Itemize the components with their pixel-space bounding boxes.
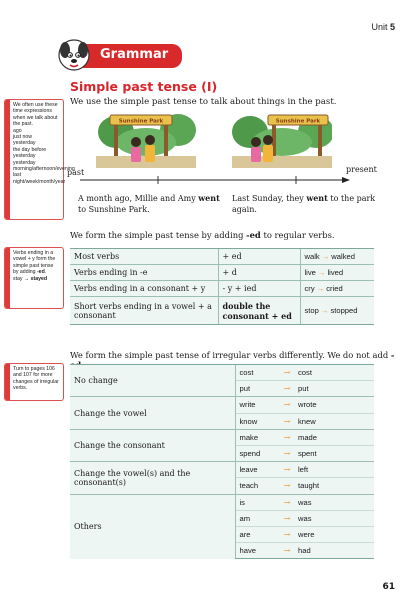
arrow-icon: → xyxy=(280,478,294,494)
change-cell: + d xyxy=(218,265,300,281)
past-verb: was xyxy=(294,510,374,526)
base-verb: have xyxy=(235,543,280,559)
table-row xyxy=(70,494,374,510)
rule-cell: Verbs ending in -e xyxy=(70,265,218,281)
past-verb: were xyxy=(294,526,374,542)
table-row xyxy=(70,265,374,281)
base-verb: is xyxy=(235,494,280,510)
regular-verbs-sentence: We form the simple past tense by adding -ed to regular verbs. xyxy=(70,230,335,240)
sidenote-time-expressions xyxy=(4,99,75,220)
table-row xyxy=(70,429,374,445)
timeline-present-label: present xyxy=(346,165,377,174)
arrow-icon: → xyxy=(317,268,326,277)
group-label: Change the consonant xyxy=(70,429,235,461)
rule-cell: Most verbs xyxy=(70,249,218,265)
sidenote-suffix: -ed xyxy=(36,269,45,276)
arrow-icon: → xyxy=(280,526,294,542)
time-expression: just now xyxy=(13,134,33,141)
group-label: Others xyxy=(70,494,235,559)
section-title: Simple past tense (I) xyxy=(70,79,218,94)
banner-title: Grammar xyxy=(100,47,169,62)
unit-number: 5 xyxy=(389,22,395,32)
example-verb: went xyxy=(198,193,220,203)
example-sentence-1: A month ago, Millie and Amy went to Sunshine Park. xyxy=(78,193,220,214)
illustration-park-visit-2 xyxy=(232,112,332,168)
base-verb: am xyxy=(235,510,280,526)
unit-label xyxy=(371,22,395,32)
sidenote-intro: We often use these time expressions when we talk about the past. xyxy=(13,102,58,128)
past-verb: taught xyxy=(294,478,374,494)
irregular-verbs-sentence: We form the simple past tense of irregular verbs differently. We do not add - xyxy=(70,350,395,360)
past-verb: made xyxy=(294,429,374,445)
arrow-icon: → xyxy=(280,429,294,445)
rule-cell: Short verbs ending in a vowel + a consonant xyxy=(70,297,218,325)
sidenote-text: Verbs ending in a vowel + y form the simple past tense by adding xyxy=(13,250,56,276)
table-row xyxy=(70,281,374,297)
past-verb: was xyxy=(294,494,374,510)
example-cell: walk → walked xyxy=(300,249,374,265)
arrow-icon: → xyxy=(280,445,294,461)
sidenote-text: Turn to pages 106 and 107 for more changes of irregular verbs. xyxy=(13,366,59,392)
unit-text: Unit xyxy=(371,22,388,32)
base-verb: put xyxy=(235,381,280,397)
rule-cell: Verbs ending in a consonant + y xyxy=(70,281,218,297)
time-expression: last night/week/month/year xyxy=(13,172,66,185)
base-verb: know xyxy=(235,413,280,429)
change-cell: double the consonant + ed xyxy=(218,297,300,325)
base-verb: teach xyxy=(235,478,280,494)
arrow-icon: → xyxy=(280,413,294,429)
arrow-icon: → xyxy=(320,306,329,315)
illustration-park-visit-1 xyxy=(96,112,196,168)
table-row xyxy=(70,249,374,265)
change-cell: + ed xyxy=(218,249,300,265)
regular-verbs-table xyxy=(70,248,374,325)
group-label: Change the vowel(s) and the consonant(s) xyxy=(70,462,235,494)
arrow-icon: → xyxy=(280,494,294,510)
change-cell: - y + ied xyxy=(218,281,300,297)
arrow-icon: → xyxy=(321,252,330,261)
grammar-banner xyxy=(56,38,188,72)
intro-sentence: We use the simple past tense to talk about things in the past. xyxy=(70,97,337,107)
base-verb: make xyxy=(235,429,280,445)
example-verb: went xyxy=(306,193,328,203)
sidenote-example-base: stay xyxy=(13,275,23,282)
timeline-line xyxy=(80,175,350,185)
past-verb: cost xyxy=(294,365,374,381)
arrow-icon: → xyxy=(280,510,294,526)
example-cell: cry → cried xyxy=(300,281,374,297)
time-expression: the day before yesterday xyxy=(13,146,47,160)
past-verb: spent xyxy=(294,445,374,461)
table-row xyxy=(70,297,374,325)
example-cell: stop → stopped xyxy=(300,297,374,325)
time-expression: ago xyxy=(13,127,22,134)
arrow-icon: → xyxy=(280,381,294,397)
timeline-past-label: past xyxy=(67,168,85,177)
arrow-icon: → xyxy=(316,284,325,293)
park-sign: Sunshine Park xyxy=(275,118,321,125)
base-verb: are xyxy=(235,526,280,542)
base-verb: cost xyxy=(235,365,280,381)
irregular-verbs-table xyxy=(70,364,374,559)
base-verb: write xyxy=(235,397,280,413)
group-label: No change xyxy=(70,365,235,397)
park-sign: Sunshine Park xyxy=(118,118,164,125)
past-verb: had xyxy=(294,543,374,559)
arrow-icon: → xyxy=(23,275,30,282)
arrow-icon: → xyxy=(280,365,294,381)
sidenote-vowel-y: Verbs ending in a vowel + y form the simple past tense by adding -ed. stay → stayed xyxy=(4,247,64,309)
time-expression: yesterday morning/afternoon/evening xyxy=(13,159,75,173)
example-cell: live → lived xyxy=(300,265,374,281)
example-sentence-2: Last Sunday, they went to the park again. xyxy=(232,193,376,214)
arrow-icon: → xyxy=(280,397,294,413)
base-verb: spend xyxy=(235,445,280,461)
time-expression: yesterday xyxy=(13,140,36,147)
group-label: Change the vowel xyxy=(70,397,235,429)
base-verb: leave xyxy=(235,462,280,478)
arrow-icon: → xyxy=(280,462,294,478)
past-verb: wrote xyxy=(294,397,374,413)
past-verb: left xyxy=(294,462,374,478)
arrow-icon: → xyxy=(280,543,294,559)
table-row xyxy=(70,397,374,413)
table-row xyxy=(70,365,374,381)
sidenote-pages xyxy=(4,363,64,401)
sidenote-example-past: stayed xyxy=(30,275,48,282)
past-verb: put xyxy=(294,381,374,397)
page-number: 61 xyxy=(382,582,395,592)
past-verb: knew xyxy=(294,413,374,429)
mascot-dog-icon xyxy=(56,38,96,72)
table-row xyxy=(70,462,374,478)
